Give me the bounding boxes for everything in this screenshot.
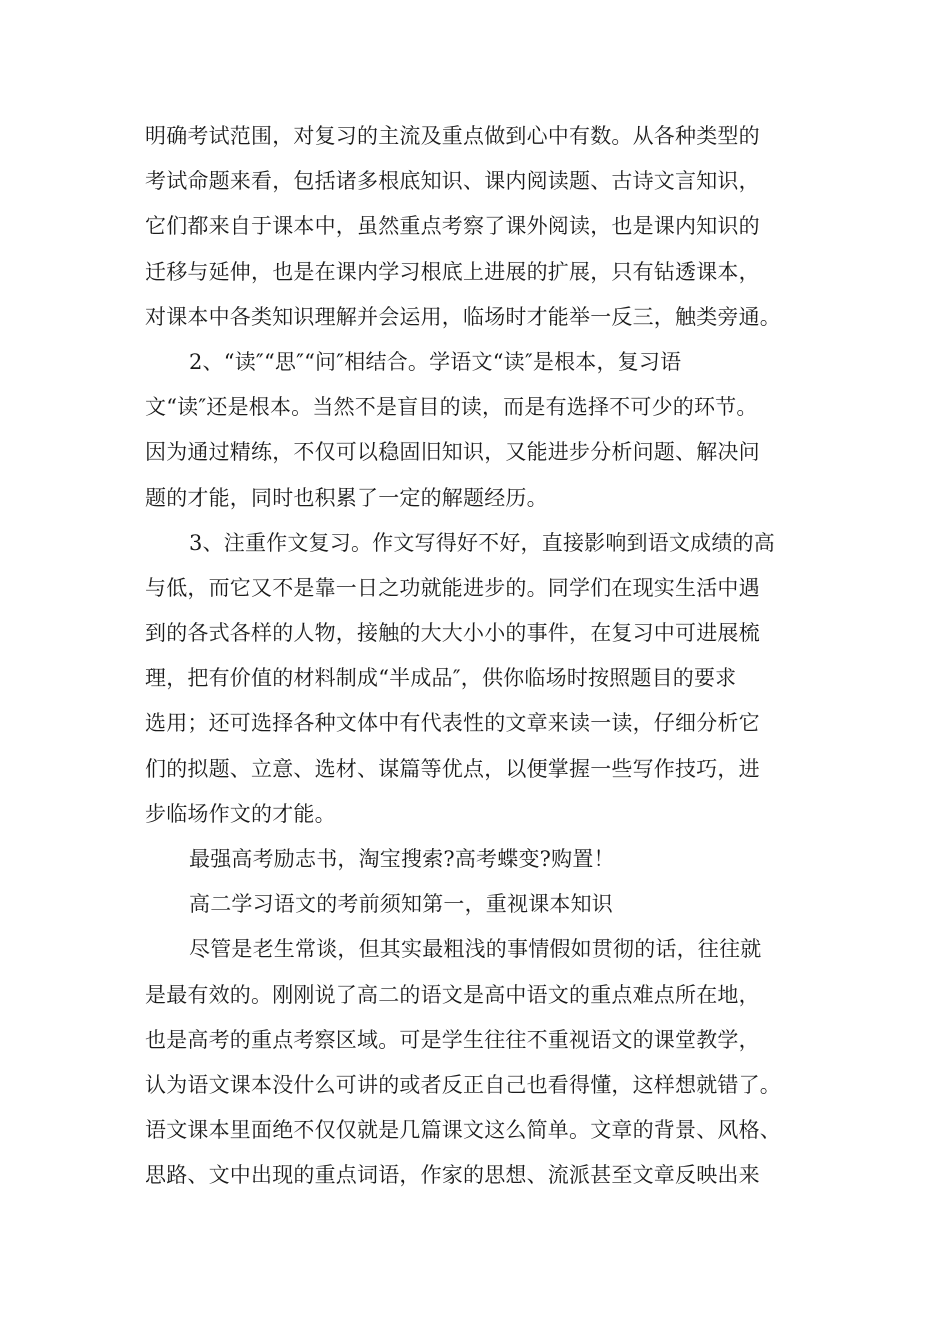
text-line: 对课本中各类知识理解并会运用，临场时才能举一反三，触类旁通。 xyxy=(145,304,781,329)
text-line: 与低，而它又不是靠一日之功就能进步的。同学们在现实生活中遇 xyxy=(145,575,760,600)
text-line: 题的才能，同时也积累了一定的解题经历。 xyxy=(145,485,548,510)
document-body xyxy=(145,114,815,1199)
text-line: 迁移与延伸，也是在课内学习根底上进展的扩展，只有钻透课本， xyxy=(145,259,760,284)
text-line: 理，把有价值的材料制成“半成品″，供你临场时按照题目的要求 xyxy=(145,666,737,691)
text-line: 它们都来自于课本中，虽然重点考察了课外阅读，也是课内知识的 xyxy=(145,214,760,239)
text-line: 语文课本里面绝不仅仅就是几篇课文这么简单。文章的背景、风格、 xyxy=(145,1118,781,1143)
text-line: 最强高考励志书，淘宝搜索?高考蝶变?购置！ xyxy=(189,847,615,871)
text-line: 尽管是老生常谈，但其实最粗浅的事情假如贯彻的话，往往就 xyxy=(189,937,762,962)
text-line: 高二学习语文的考前须知第一，重视课本知识 xyxy=(189,892,613,917)
text-line: 是最有效的。刚刚说了高二的语文是高中语文的重点难点所在地， xyxy=(145,982,760,1007)
text-line: 们的拟题、立意、选材、谋篇等优点，以便掌握一些写作技巧，进 xyxy=(145,756,760,781)
text-line: 文“读″还是根本。当然不是盲目的读，而是有选择不可少的环节。 xyxy=(145,395,758,420)
text-line: 选用；还可选择各种文体中有代表性的文章来读一读，仔细分析它 xyxy=(145,711,760,736)
text-line: 2、“读″“思″“问″相结合。学语文“读″是根本，复习语 xyxy=(189,349,682,374)
text-line: 思路、文中出现的重点词语，作家的思想、流派甚至文章反映出来 xyxy=(145,1163,760,1188)
text-line: 认为语文课本没什么可讲的或者反正自己也看得懂，这样想就错了。 xyxy=(145,1072,781,1097)
text-line: 明确考试范围，对复习的主流及重点做到心中有数。从各种类型的 xyxy=(145,124,760,148)
text-line: 因为通过精练，不仅可以稳固旧知识，又能进步分析问题、解决问 xyxy=(145,440,760,465)
text-line: 步临场作文的才能。 xyxy=(145,801,336,826)
text-line: 到的各式各样的人物，接触的大大小小的事件，在复习中可进展梳 xyxy=(145,621,760,646)
text-line: 也是高考的重点考察区域。可是学生往往不重视语文的课堂教学， xyxy=(145,1027,760,1052)
text-line: 3、注重作文复习。作文写得好不好，直接影响到语文成绩的高 xyxy=(189,530,775,555)
text-line: 考试命题来看，包括诸多根底知识、课内阅读题、古诗文言知识， xyxy=(145,169,760,194)
